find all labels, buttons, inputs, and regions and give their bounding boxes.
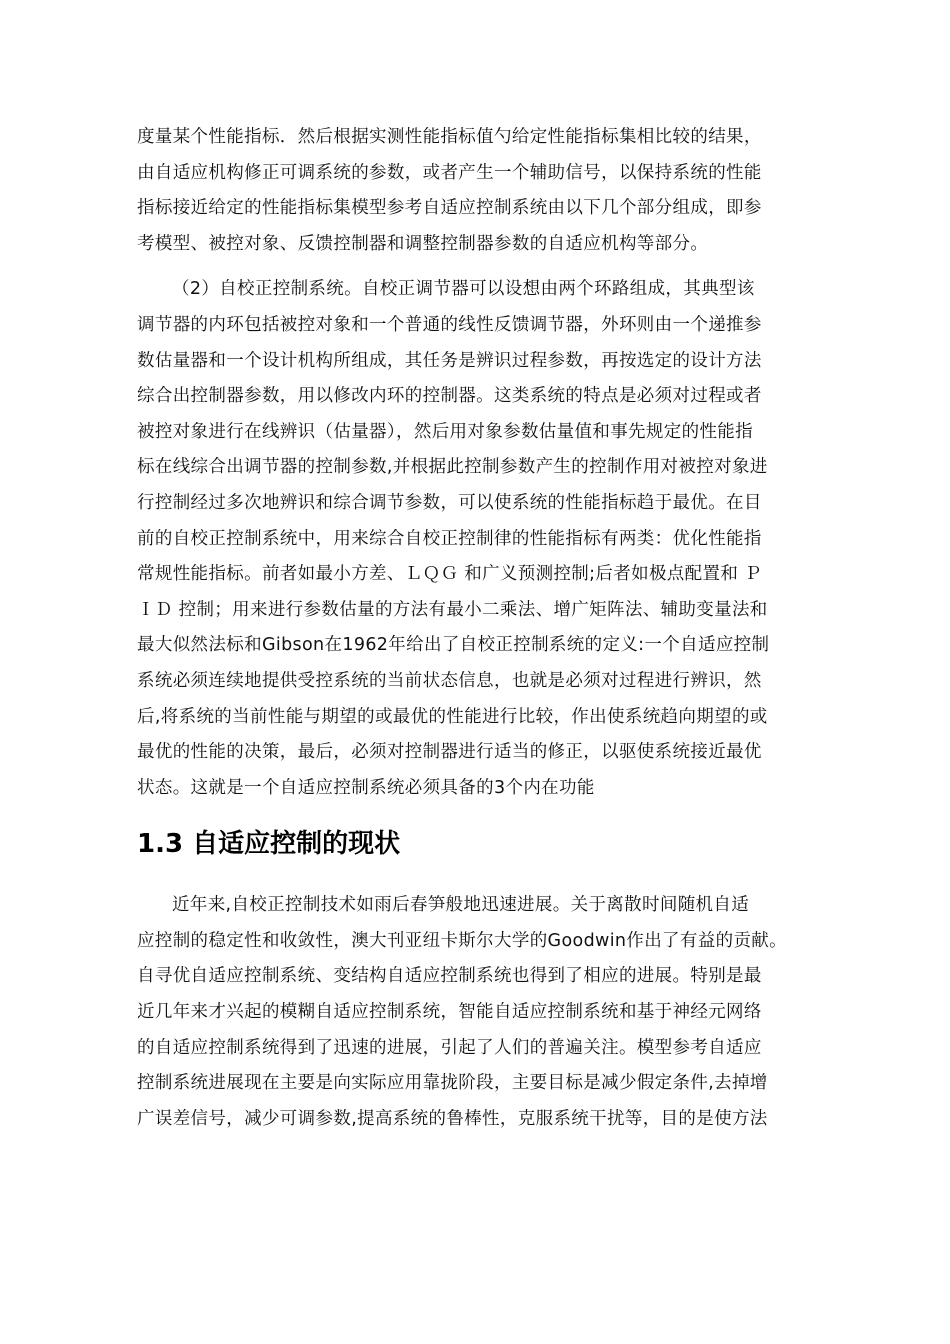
text-line: 状态。这就是一个自适应控制系统必须具备的3个内在功能 <box>137 777 595 798</box>
paragraph-spacer <box>137 262 823 272</box>
page-content <box>137 120 823 1137</box>
text-line: 最大似然法标和Gibson在1962年给出了自校正控制系统的定义:一个自适应控制 <box>137 635 770 656</box>
text-line: 广误差信号，减少可调参数,提高系统的鲁棒性，克服系统干扰等，目的是使方法 <box>137 1108 768 1129</box>
text-line: 近几年来才兴起的模糊自适应控制系统，智能自适应控制系统和基于神经元网络 <box>137 1002 762 1023</box>
text-line: 度量某个性能指标．然后根据实测性能指标值勺给定性能指标集相比较的结果， <box>137 127 762 147</box>
text-line: 应控制的稳定性和收敛性，澳大刊亚纽卡斯尔大学的Goodwin作出了有益的贡献。 <box>137 930 787 951</box>
text-line: 综合出控制器参数，用以修改内环的控制器。这类系统的特点是必须对过程或者 <box>137 386 762 407</box>
paragraph-self-tuning <box>137 272 823 806</box>
text-line: 由自适应机构修正可调系统的参数，或者产生一个辅助信号，以保持系统的性能 <box>137 162 762 183</box>
text-line: 后,将系统的当前性能与期望的或最优的性能进行比较，作出使系统趋向期望的或 <box>137 706 768 727</box>
text-line: 最优的性能的决策，最后，必须对控制器进行适当的修正，以驱使系统接近最优 <box>137 742 762 763</box>
text-line: 自寻优自适应控制系统、变结构自适应控制系统也得到了相应的进展。特别是最 <box>137 966 762 987</box>
text-line: 系统必须连续地提供受控系统的当前状态信息，也就是必须对过程进行辨识，然 <box>137 670 762 691</box>
text-line: 近年来,自校正控制技术如雨后春笋般地迅速进展。关于离散时间随机自适 <box>172 895 750 916</box>
text-line: ＩＤ 控制；用来进行参数估量的方法有最小二乘法、增广矩阵法、辅助变量法和 <box>137 599 768 620</box>
section-heading: 1.3 自适应控制的现状 <box>137 829 401 860</box>
text-line: 常规性能指标。前者如最小方差、ＬＱＧ 和广义预测控制;后者如极点配置和 Ｐ <box>137 564 762 585</box>
paragraph-current-status <box>137 888 823 1137</box>
text-line: （2）自校正控制系统。自校正调节器可以设想由两个环路组成，其典型该 <box>172 279 755 300</box>
text-line: 考模型、被控对象、反馈控制器和调整控制器参数的自适应机构等部分。 <box>137 233 709 254</box>
text-line: 的自适应控制系统得到了迅速的进展，引起了人们的普遍关注。模型参考自适应 <box>137 1037 762 1058</box>
text-line: 控制系统进展现在主要是向实际应用靠拢阶段，主要目标是减少假定条件,去掉增 <box>137 1073 768 1094</box>
text-line: 调节器的内环包括被控对象和一个普通的线性反馈调节器，外环则由一个递推参 <box>137 314 762 335</box>
text-line: 行控制经过多次地辨识和综合调节参数，可以使系统的性能指标趋于最优。在目 <box>137 492 762 513</box>
paragraph-model-reference <box>137 120 823 262</box>
text-line: 数估量器和一个设计机构所组成，其任务是辨识过程参数，再按选定的设计方法 <box>137 350 762 371</box>
text-line: 前的自校正控制系统中，用来综合自校正控制律的性能指标有两类：优化性能指 <box>137 528 762 549</box>
text-line: 标在线综合出调节器的控制参数,并根据此控制参数产生的控制作用对被控对象进 <box>137 457 768 478</box>
text-line: 被控对象进行在线辨识（估量器），然后用对象参数估量值和事先规定的性能指 <box>137 421 753 442</box>
text-line: 指标接近给定的性能指标集模型参考自适应控制系统由以下几个部分组成，即参 <box>137 198 762 219</box>
